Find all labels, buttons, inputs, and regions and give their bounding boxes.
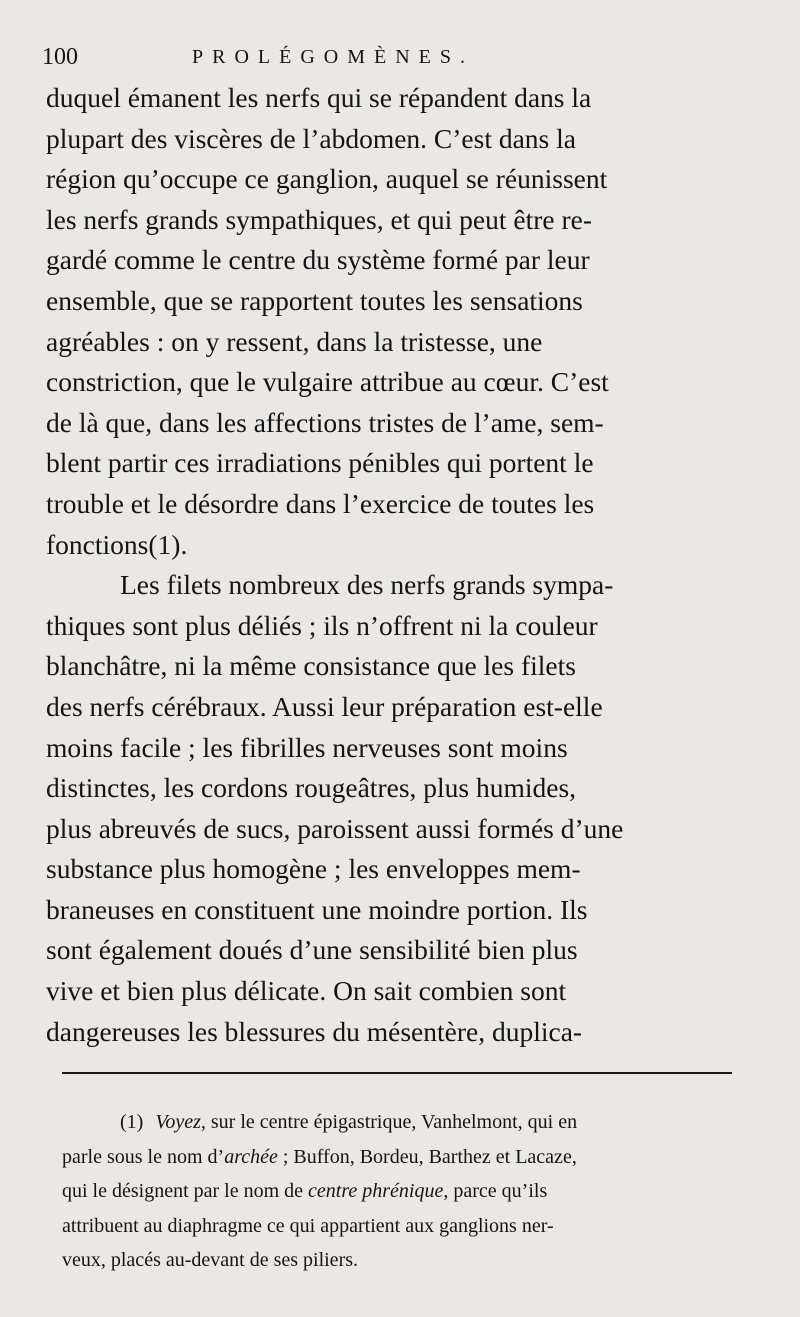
footnote-line: veux, placés au-devant de ses piliers. [62, 1249, 359, 1271]
text-line: vive et bien plus délicate. On sait combien sont [46, 975, 567, 1007]
page-number: 100 [42, 44, 78, 70]
text-line: ensemble, que se rapportent toutes les sensations [46, 284, 583, 316]
footnote-line: (1) Voyez, sur le centre épigastrique, Vanhelmont, qui en [120, 1111, 578, 1133]
main-text [46, 78, 746, 1052]
text-line: constriction, que le vulgaire attribue au cœur. C’est [46, 366, 609, 398]
footnote-reference: (1) [148, 528, 181, 560]
text-line-paragraph-start: Les filets nombreux des nerfs grands sympa- [120, 569, 614, 601]
text-line: agréables : on y ressent, dans la tristesse, une [46, 325, 543, 357]
footnote-separator [62, 1072, 732, 1074]
text-line: trouble et le désordre dans l’exercice de toutes les [46, 487, 595, 519]
text-line-paragraph-end: fonctions (1) . [46, 525, 746, 566]
footnote-marker: (1) [120, 1111, 144, 1133]
footnote-line: qui le désignent par le nom de centre phrénique, parce qu’ils [62, 1180, 548, 1202]
text-line: dangereuses les blessures du mésentère, duplica- [46, 1015, 583, 1047]
text-line: braneuses en constituent une moindre portion. Ils [46, 893, 588, 925]
text-line: blanchâtre, ni la même consistance que les filets [46, 650, 576, 682]
text-line: sont également doués d’une sensibilité bien plus [46, 934, 578, 966]
text-line: substance plus homogène ; les enveloppes mem- [46, 853, 581, 885]
footnote [62, 1105, 756, 1278]
text-line: moins facile ; les fibrilles nerveuses sont moins [46, 731, 568, 763]
page-header [42, 44, 760, 74]
text-line: thiques sont plus déliés ; ils n’offrent ni la couleur [46, 609, 598, 641]
text-line: duquel émanent les nerfs qui se répandent dans la [46, 82, 592, 113]
text-line: distinctes, les cordons rougeâtres, plus humides, [46, 772, 577, 804]
text-line: plupart des viscères de l’abdomen. C’est dans la [46, 122, 576, 154]
running-head: PROLÉGOMÈNES. [192, 46, 475, 68]
footnote-line: parle sous le nom d’archée ; Buffon, Bordeu, Barthez et Lacaze, [62, 1145, 577, 1168]
text-line: des nerfs cérébraux. Aussi leur préparation est-elle [46, 690, 603, 722]
text-line: gardé comme le centre du système formé par leur [46, 244, 590, 276]
text-line: plus abreuvés de sucs, paroissent aussi formés d’une [46, 812, 624, 844]
text-line: région qu’occupe ce ganglion, auquel se réunissent [46, 163, 608, 195]
text-line: blent partir ces irradiations pénibles qui portent le [46, 447, 594, 479]
text-line: les nerfs grands sympathiques, et qui peut être re- [46, 203, 593, 235]
footnote-line: attribuent au diaphragme ce qui appartient aux ganglions ner- [62, 1214, 554, 1237]
text-line: de là que, dans les affections tristes de l’ame, sem- [46, 406, 604, 438]
